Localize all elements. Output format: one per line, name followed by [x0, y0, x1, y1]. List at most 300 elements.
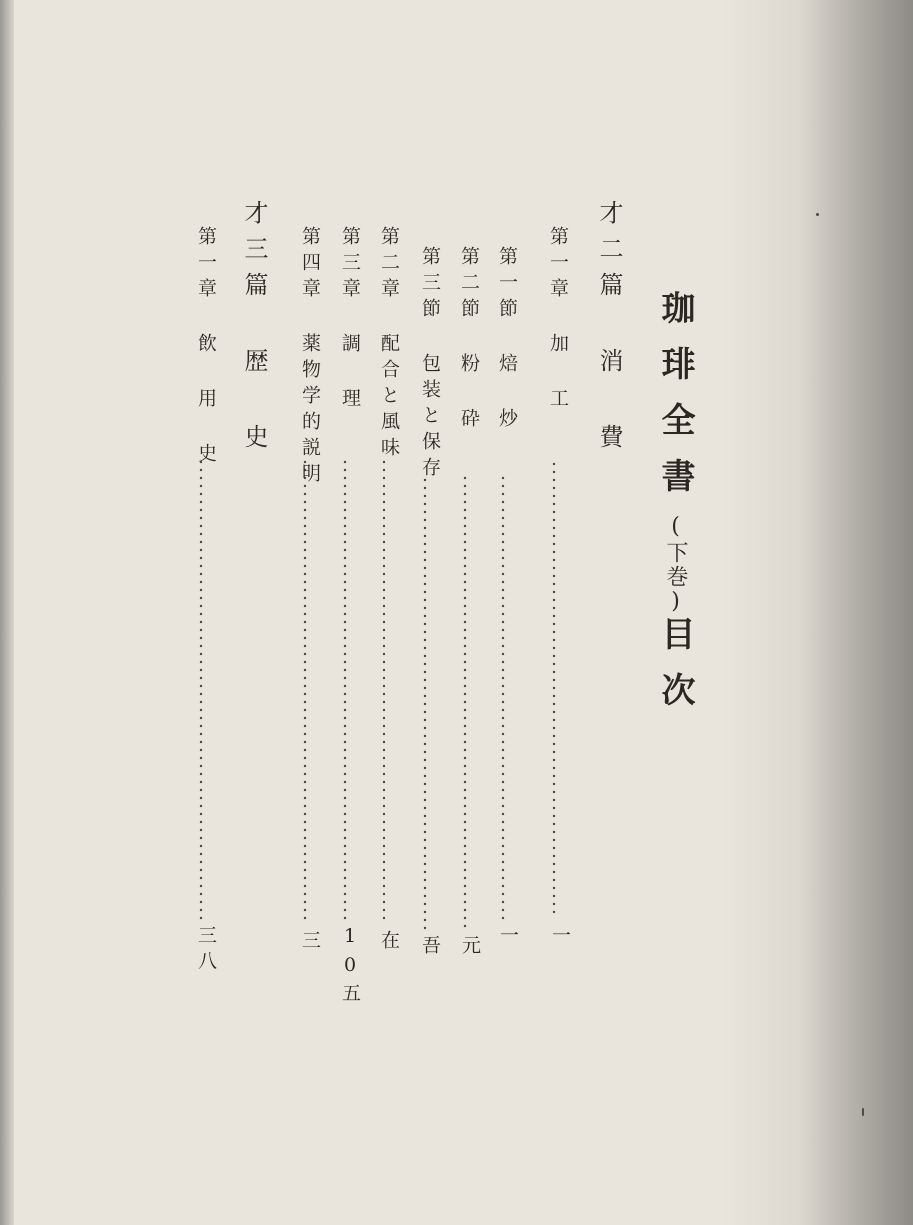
leader-dot [502, 533, 504, 535]
leader-dot [383, 869, 385, 871]
leader-dot [200, 597, 202, 599]
leader-dot [344, 461, 346, 463]
leader-dot [553, 503, 555, 505]
leader-dot [424, 863, 426, 865]
leader-dot [553, 839, 555, 841]
leader-dot [502, 717, 504, 719]
leader-dot [502, 589, 504, 591]
leader-dot [383, 749, 385, 751]
page-number: 三八 [195, 925, 217, 977]
leader-dot [200, 621, 202, 623]
leader-dot [502, 629, 504, 631]
leader-dot [344, 725, 346, 727]
leader-dot [424, 591, 426, 593]
leader-dot [200, 541, 202, 543]
leader-dot [502, 653, 504, 655]
leader-dot [502, 493, 504, 495]
leader-dot [553, 831, 555, 833]
leader-dot [344, 877, 346, 879]
leader-dot [553, 599, 555, 601]
leader-dot [200, 773, 202, 775]
leader-dot [424, 831, 426, 833]
leader-dot [464, 509, 466, 511]
leader-dot [383, 717, 385, 719]
leader-dot [424, 871, 426, 873]
leader-dot [200, 685, 202, 687]
leader-dot [383, 645, 385, 647]
leader-dot [383, 653, 385, 655]
leader-dot [502, 581, 504, 583]
leader-dot [553, 815, 555, 817]
leader-dot [200, 909, 202, 911]
leader-dot [424, 879, 426, 881]
leader-dot [344, 493, 346, 495]
leader-dot [344, 517, 346, 519]
leader-dot [553, 863, 555, 865]
leader-dot [344, 717, 346, 719]
leader-dot [344, 789, 346, 791]
leader-dot [464, 621, 466, 623]
leader-dot [383, 741, 385, 743]
leader-dot [200, 701, 202, 703]
leader-dot [344, 661, 346, 663]
leader-dot [502, 725, 504, 727]
leader-dot [304, 781, 306, 783]
leader-dot [553, 871, 555, 873]
leader-dot [464, 829, 466, 831]
leader-dot [383, 493, 385, 495]
leader-dot [200, 493, 202, 495]
leader-dot [304, 741, 306, 743]
leader-dot [304, 829, 306, 831]
leader-dot [464, 685, 466, 687]
leader-dot [553, 655, 555, 657]
leader-dot [344, 773, 346, 775]
leader-dot [553, 759, 555, 761]
leader-dot [344, 757, 346, 759]
leader-dot [383, 557, 385, 559]
leader-dot [553, 527, 555, 529]
leader-dot [383, 501, 385, 503]
leader-dot [383, 733, 385, 735]
leader-dot [464, 493, 466, 495]
leader-dot [502, 917, 504, 919]
leader-dot [383, 893, 385, 895]
leader-dot [553, 575, 555, 577]
leader-dot [344, 589, 346, 591]
leader-dot [424, 631, 426, 633]
entry-label-6: 第三章 調 理 [339, 226, 361, 414]
part-heading: 才二篇 消 費 [595, 200, 623, 460]
leader-dot [464, 877, 466, 879]
leader-dot [344, 501, 346, 503]
leader-dot [304, 685, 306, 687]
leader-dot [304, 621, 306, 623]
leader-dot [553, 807, 555, 809]
leader-dot [464, 885, 466, 887]
leader-dot [464, 869, 466, 871]
leader-dot [200, 525, 202, 527]
leader-dot [464, 773, 466, 775]
leader-dot [200, 613, 202, 615]
page-number: 一 [549, 925, 571, 951]
leader-dot [200, 661, 202, 663]
leader-dot [502, 861, 504, 863]
leader-dot [553, 663, 555, 665]
leader-dot [200, 869, 202, 871]
leader-dot [304, 909, 306, 911]
leader-dot [200, 549, 202, 551]
leader-dot [383, 613, 385, 615]
leader-dot [383, 637, 385, 639]
leader-dot [304, 645, 306, 647]
leader-dot [344, 685, 346, 687]
leader-dot [304, 893, 306, 895]
leader-dot [464, 821, 466, 823]
leader-dot [200, 893, 202, 895]
leader-dot [502, 597, 504, 599]
leader-dot [200, 765, 202, 767]
leader-dot [344, 733, 346, 735]
leader-dot [424, 807, 426, 809]
leader-dot [424, 703, 426, 705]
leader-dot [344, 565, 346, 567]
leader-dot [464, 861, 466, 863]
leader-dot [464, 757, 466, 759]
leader-dot [344, 621, 346, 623]
entry-label-7: 第四章 薬物学的説明 [299, 226, 321, 489]
leader-dot [200, 725, 202, 727]
leader-dot [502, 773, 504, 775]
leader-dot [344, 509, 346, 511]
leader-dot [502, 805, 504, 807]
leader-dot [304, 821, 306, 823]
leader-dot [502, 509, 504, 511]
leader-dot [464, 485, 466, 487]
leader-dot [424, 767, 426, 769]
leader-dot [424, 855, 426, 857]
leader-dot [464, 589, 466, 591]
leader-dot [200, 677, 202, 679]
leader-dot [424, 743, 426, 745]
leader-dot [553, 671, 555, 673]
leader-dot [464, 597, 466, 599]
leader-dot [383, 573, 385, 575]
leader-dot [200, 749, 202, 751]
page-number: 元 [459, 935, 481, 961]
leader-dot [200, 629, 202, 631]
leader-dot [464, 741, 466, 743]
leader-dot [424, 695, 426, 697]
leader-dot [200, 917, 202, 919]
leader-dot [304, 805, 306, 807]
leader-dot [424, 823, 426, 825]
leader-dot [200, 605, 202, 607]
leader-dot [344, 917, 346, 919]
leader-dot [553, 543, 555, 545]
leader-dot [464, 557, 466, 559]
leader-dot [502, 517, 504, 519]
leader-dot [553, 791, 555, 793]
leader-dot [383, 629, 385, 631]
leader-dot [502, 829, 504, 831]
entry-label-1: 第一章 加 工 [547, 226, 569, 414]
leader-dot [304, 901, 306, 903]
leader-dot [553, 711, 555, 713]
leader-dot [424, 559, 426, 561]
leader-dot [502, 781, 504, 783]
leader-dot [200, 829, 202, 831]
leader-dot [304, 917, 306, 919]
leader-dot [553, 511, 555, 513]
leader-dot [424, 527, 426, 529]
leader-dot [464, 749, 466, 751]
leader-dot [200, 733, 202, 735]
leader-dot [304, 789, 306, 791]
leader-dot [464, 693, 466, 695]
page-number: 三 [299, 930, 321, 956]
leader-dot [424, 895, 426, 897]
leader-dot [200, 669, 202, 671]
leader-dot [424, 815, 426, 817]
leader-dot [304, 597, 306, 599]
leader-dot [424, 839, 426, 841]
leader-dot [502, 837, 504, 839]
leader-dot [502, 741, 504, 743]
leader-dot [502, 893, 504, 895]
leader-dot [304, 581, 306, 583]
entry-label-5: 第二章 配合と風味 [378, 226, 400, 463]
leader-dot [200, 837, 202, 839]
leader-dot [464, 901, 466, 903]
leader-dot [464, 709, 466, 711]
leader-dot [502, 853, 504, 855]
leader-dot [344, 549, 346, 551]
leader-dot [383, 533, 385, 535]
leader-dot [464, 797, 466, 799]
leader-dot [383, 781, 385, 783]
leader-dot [383, 589, 385, 591]
leader-dot [464, 893, 466, 895]
leader-dot [304, 877, 306, 879]
leader-dot [464, 789, 466, 791]
leader-dot [502, 605, 504, 607]
leader-dot [502, 909, 504, 911]
leader-dot [304, 733, 306, 735]
leader-dot [304, 525, 306, 527]
leader-dot [383, 757, 385, 759]
leader-dot [502, 869, 504, 871]
leader-dot [383, 469, 385, 471]
leader-dot [383, 877, 385, 879]
leader-dot [304, 693, 306, 695]
leader-dot [553, 551, 555, 553]
leader-dot [424, 655, 426, 657]
leader-dot [304, 509, 306, 511]
leader-dot [464, 909, 466, 911]
leader-dot [383, 909, 385, 911]
leader-dot [344, 597, 346, 599]
leader-dot [553, 855, 555, 857]
leader-dot [464, 653, 466, 655]
leader-dot [464, 565, 466, 567]
leader-dot [200, 877, 202, 879]
leader-dot [383, 549, 385, 551]
leader-dot [424, 847, 426, 849]
leader-dot [424, 775, 426, 777]
leader-dot [424, 495, 426, 497]
leader-dot [344, 821, 346, 823]
leader-dot [464, 637, 466, 639]
leader-dot [200, 757, 202, 759]
leader-dot [502, 701, 504, 703]
leader-dot [502, 645, 504, 647]
leader-dot [200, 805, 202, 807]
leader-dot [553, 615, 555, 617]
leader-dot [200, 645, 202, 647]
leader-dot [383, 853, 385, 855]
leader-dot [424, 567, 426, 569]
leader-dot [553, 647, 555, 649]
leader-dot [502, 661, 504, 663]
leader-dot [304, 629, 306, 631]
leader-dot [383, 765, 385, 767]
leader-dot [464, 477, 466, 479]
leader-dot [424, 551, 426, 553]
leader-dot [553, 535, 555, 537]
leader-dot [464, 925, 466, 927]
leader-dot [304, 701, 306, 703]
leader-dot [200, 469, 202, 471]
leader-dot [502, 797, 504, 799]
leader-dot [383, 581, 385, 583]
leader-dot [304, 797, 306, 799]
leader-dot [553, 631, 555, 633]
leader-dot [383, 885, 385, 887]
leader-dot [553, 487, 555, 489]
leader-dot [502, 685, 504, 687]
leader-dot [304, 533, 306, 535]
leader-dot [344, 701, 346, 703]
leader-dot [304, 885, 306, 887]
leader-dot [383, 845, 385, 847]
leader-dot [553, 751, 555, 753]
leader-dot [553, 847, 555, 849]
leader-dot [502, 885, 504, 887]
leader-dot [344, 741, 346, 743]
leader-dot [502, 693, 504, 695]
leader-dot [553, 687, 555, 689]
leader-dot [344, 605, 346, 607]
leader-dot [464, 917, 466, 919]
leader-dot [344, 677, 346, 679]
leader-dot [383, 789, 385, 791]
leader-dot [344, 525, 346, 527]
leader-dot [424, 519, 426, 521]
leader-dot [304, 589, 306, 591]
leader-dot [383, 821, 385, 823]
leader-dot [464, 605, 466, 607]
leader-dot [424, 791, 426, 793]
leader-dot [344, 805, 346, 807]
leader-dot [344, 845, 346, 847]
leader-dot [502, 557, 504, 559]
leader-dot [464, 501, 466, 503]
leader-dot [553, 695, 555, 697]
leader-dot [424, 535, 426, 537]
leader-dot [383, 773, 385, 775]
leader-dot [304, 749, 306, 751]
leader-dot [464, 781, 466, 783]
leader-dot [464, 661, 466, 663]
leader-dot [344, 581, 346, 583]
leader-dot [553, 559, 555, 561]
leader-dot [464, 517, 466, 519]
leader-dot [464, 629, 466, 631]
leader-dot [424, 711, 426, 713]
leader-dot [383, 485, 385, 487]
page-number: 在 [378, 930, 400, 956]
leader-dot [502, 677, 504, 679]
leader-dot [304, 613, 306, 615]
leader-dot [502, 709, 504, 711]
leader-dot [304, 725, 306, 727]
title-main: 珈琲全書 [655, 290, 695, 514]
leader-dot [304, 565, 306, 567]
leader-dot [424, 751, 426, 753]
leader-dot [553, 591, 555, 593]
leader-dot [383, 693, 385, 695]
leader-dot [344, 869, 346, 871]
leader-dot [383, 861, 385, 863]
leader-dot [304, 813, 306, 815]
leader-dot [553, 679, 555, 681]
leader-dot [200, 533, 202, 535]
leader-dot [553, 911, 555, 913]
leader-dot [304, 573, 306, 575]
leader-dot [344, 629, 346, 631]
title-suffix: 目次 [655, 616, 695, 728]
leader-dot [304, 677, 306, 679]
leader-dot [553, 463, 555, 465]
leader-dot [424, 599, 426, 601]
leader-dot [553, 735, 555, 737]
leader-dot [502, 813, 504, 815]
leader-dot [424, 615, 426, 617]
leader-dot [383, 805, 385, 807]
leader-dot [344, 829, 346, 831]
leader-dot [344, 813, 346, 815]
leader-dot [464, 573, 466, 575]
leader-dot [464, 549, 466, 551]
page-number: 一 [497, 925, 519, 951]
leader-dot [464, 805, 466, 807]
leader-dot [200, 653, 202, 655]
leader-dot [424, 887, 426, 889]
leader-dot [344, 557, 346, 559]
leader-dot [424, 679, 426, 681]
leader-dot [344, 645, 346, 647]
leader-dot [502, 613, 504, 615]
leader-dot [502, 549, 504, 551]
leader-dot [200, 741, 202, 743]
leader-dot [553, 623, 555, 625]
leader-dot [344, 653, 346, 655]
leader-dot [200, 901, 202, 903]
leader-dot [502, 565, 504, 567]
leader-dot [383, 565, 385, 567]
leader-dot [344, 781, 346, 783]
